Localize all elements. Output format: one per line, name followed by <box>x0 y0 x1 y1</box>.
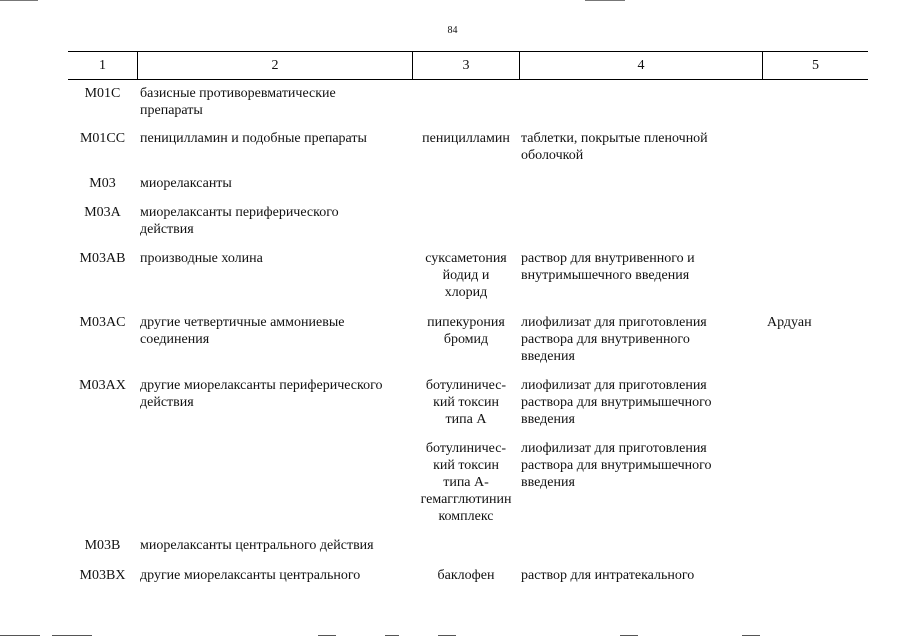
header-col-2: 2 <box>271 58 279 73</box>
cell-group <box>140 175 412 192</box>
cell-form <box>521 314 761 365</box>
header-col-5: 5 <box>812 58 819 73</box>
cell-line: лиофилизат для приготовления <box>521 441 707 456</box>
atc-code: M03A <box>84 205 121 220</box>
cell-inn <box>413 567 519 584</box>
table-header <box>68 51 868 80</box>
scan-edge-mark <box>0 635 40 636</box>
cell-line: типа А- <box>443 475 489 490</box>
cell-line: введения <box>521 412 575 427</box>
atc-code: M01CC <box>79 131 126 146</box>
cell-inn <box>413 250 519 301</box>
header-col-4: 4 <box>637 58 645 73</box>
cell-line: миорелаксанты <box>140 176 232 191</box>
header-col-3: 3 <box>462 58 470 73</box>
cell-line: внутримышечного введения <box>521 268 690 283</box>
cell-line: пеницилламин <box>422 131 510 146</box>
cell-line: пипекурония <box>427 315 505 330</box>
atc-code: M03BX <box>79 568 126 583</box>
cell-group <box>140 567 412 584</box>
cell-line: раствора для внутримышечного <box>521 458 712 473</box>
cell-group <box>140 85 412 119</box>
cell-inn <box>413 130 519 147</box>
cell-line: кий токсин <box>433 458 499 473</box>
cell-code <box>68 250 137 267</box>
cell-form <box>521 377 761 428</box>
atc-code: M01C <box>84 86 121 101</box>
cell-note <box>767 314 867 331</box>
cell-line: типа А <box>445 412 487 427</box>
cell-line: препараты <box>140 103 203 118</box>
cell-group <box>140 314 412 348</box>
scan-edge-mark <box>585 0 625 1</box>
scan-edge-mark <box>438 635 456 636</box>
cell-line: бромид <box>443 332 489 347</box>
cell-line: миорелаксанты центрального действия <box>140 538 374 553</box>
atc-code: M03 <box>89 176 116 191</box>
cell-line: ботулиничес- <box>425 441 507 456</box>
atc-code: M03AC <box>79 315 126 330</box>
cell-line: оболочкой <box>521 148 584 163</box>
cell-line: таблетки, покрытые пленочной <box>521 131 708 146</box>
cell-line: базисные противоревматические <box>140 86 336 101</box>
page-number: 84 <box>447 25 458 36</box>
cell-line: миорелаксанты периферического <box>140 205 339 220</box>
cell-code <box>68 314 137 331</box>
cell-code <box>68 130 137 147</box>
cell-code <box>68 377 137 394</box>
cell-line: раствора для внутривенного <box>521 332 690 347</box>
cell-line: другие миорелаксанты центрального <box>140 568 361 583</box>
cell-line: раствор для внутривенного и <box>521 251 695 266</box>
cell-line: кий токсин <box>433 395 499 410</box>
cell-group <box>140 250 412 267</box>
cell-line: йодид и <box>442 268 490 283</box>
cell-group <box>140 537 412 554</box>
cell-line: другие миорелаксанты периферического <box>140 378 383 393</box>
atc-code: M03AB <box>79 251 126 266</box>
cell-code <box>68 175 137 192</box>
cell-line: раствора для внутримышечного <box>521 395 712 410</box>
atc-code: M03AX <box>79 378 126 393</box>
scan-edge-mark <box>742 635 760 636</box>
cell-line: комплекс <box>438 509 494 524</box>
cell-form <box>521 567 761 584</box>
cell-inn <box>413 314 519 348</box>
cell-line: лиофилизат для приготовления <box>521 378 707 393</box>
cell-line: производные холина <box>140 251 263 266</box>
cell-form <box>521 250 761 284</box>
cell-line: введения <box>521 349 575 364</box>
cell-inn <box>413 377 519 428</box>
scan-edge-mark <box>318 635 336 636</box>
scan-edge-mark <box>620 635 638 636</box>
cell-line: ботулиничес- <box>425 378 507 393</box>
scan-edge-mark <box>0 0 38 1</box>
scan-edge-mark <box>385 635 399 636</box>
cell-form <box>521 130 761 164</box>
cell-code <box>68 204 137 221</box>
cell-line: введения <box>521 475 575 490</box>
cell-form <box>521 440 761 491</box>
cell-line: действия <box>140 222 194 237</box>
cell-code <box>68 567 137 584</box>
cell-line: гемагглютинин <box>420 492 512 507</box>
cell-code <box>68 85 137 102</box>
cell-line: соединения <box>140 332 210 347</box>
cell-group <box>140 204 412 238</box>
scan-edge-mark <box>52 635 92 636</box>
header-col-1: 1 <box>99 58 106 73</box>
cell-group <box>140 130 412 147</box>
cell-line: Ардуан <box>767 315 812 330</box>
cell-group <box>140 377 412 411</box>
cell-line: другие четвертичные аммониевые <box>140 315 345 330</box>
cell-code <box>68 537 137 554</box>
cell-inn <box>413 440 519 525</box>
cell-line: лиофилизат для приготовления <box>521 315 707 330</box>
cell-line: хлорид <box>444 285 488 300</box>
cell-line: баклофен <box>437 568 495 583</box>
cell-line: действия <box>140 395 194 410</box>
cell-line: пеницилламин и подобные препараты <box>140 131 367 146</box>
atc-code: M03B <box>84 538 121 553</box>
cell-line: суксаметония <box>425 251 507 266</box>
cell-line: раствор для интратекального <box>521 568 695 583</box>
